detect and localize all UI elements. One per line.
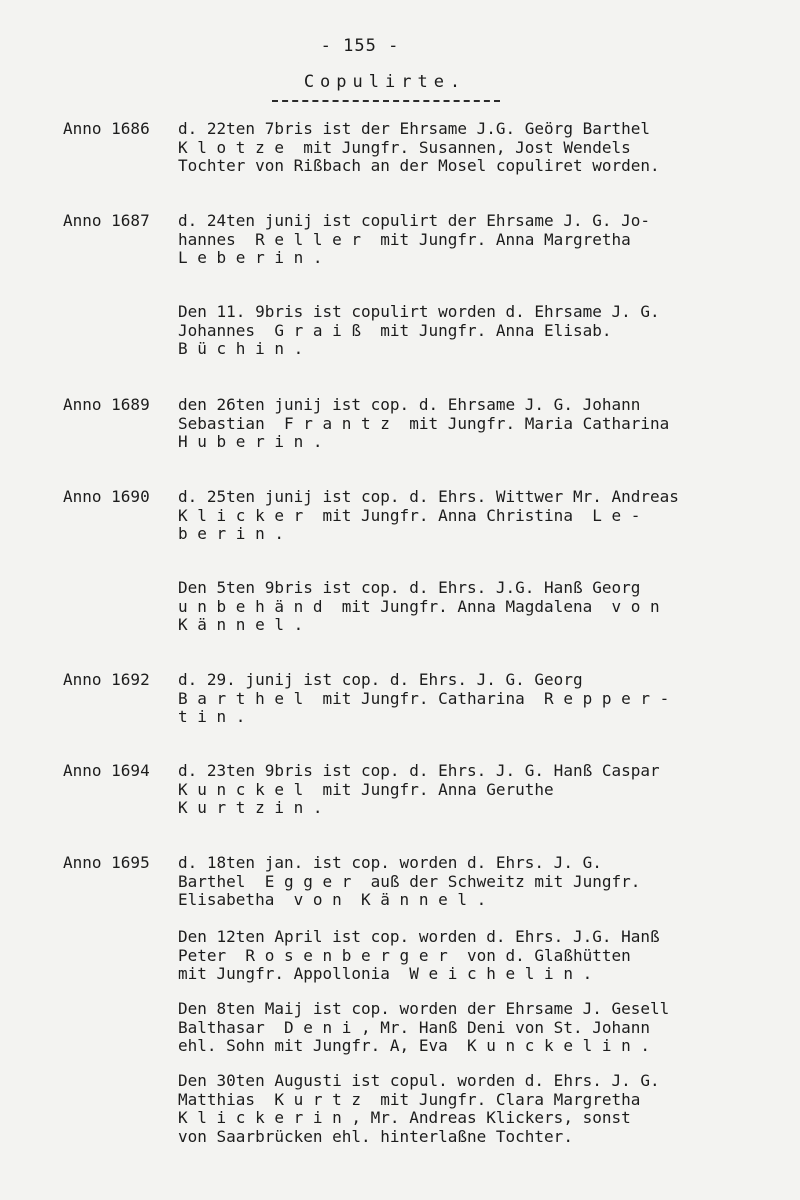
entry-line: K ä n n e l . (178, 615, 304, 634)
entry-text (178, 396, 798, 452)
entry-text (178, 488, 798, 544)
entry-line: L e b e r i n . (178, 248, 323, 267)
entry-line: den 26ten junij ist cop. d. Ehrsame J. G. Johann (178, 395, 641, 414)
entry-line: Elisabetha v o n K ä n n e l . (178, 890, 487, 909)
entry-line: Den 11. 9bris ist copulirt worden d. Ehrsame J. G. (178, 302, 660, 321)
entry-line: d. 24ten junij ist copulirt der Ehrsame J. G. Jo- (178, 211, 651, 230)
entry-line: Barthel E g g e r auß der Schweitz mit Jungfr. (178, 871, 641, 891)
entry-line: mit Jungfr. Appollonia W e i c h e l i n . (178, 964, 593, 983)
entry-line: u n b e h ä n d mit Jungfr. Anna Magdalena v o n (178, 596, 660, 616)
entry-line: d. 22ten 7bris ist der Ehrsame J.G. Geörg Barthel (178, 119, 651, 138)
entry-text (178, 579, 798, 635)
entry-line: K l i c k e r i n , Mr. Andreas Klickers, sonst (178, 1108, 631, 1127)
entry-line: Matthias K u r t z mit Jungfr. Clara Margretha (178, 1089, 641, 1109)
entry-line: hannes R e l l e r mit Jungfr. Anna Margretha (178, 229, 631, 249)
entry-text (178, 671, 798, 727)
entry-line: d. 23ten 9bris ist cop. d. Ehrs. J. G. Hanß Caspar (178, 761, 660, 780)
entry-text (178, 212, 798, 268)
entry-line: d. 18ten jan. ist cop. worden d. Ehrs. J. G. (178, 853, 602, 872)
entry-line: Tochter von Rißbach an der Mosel copuliret worden. (178, 156, 660, 175)
entry-year: Anno 1694 (63, 761, 150, 780)
entry-year: Anno 1686 (63, 119, 150, 138)
section-title: Copulirte. (303, 72, 467, 92)
entry-line: Sebastian F r a n t z mit Jungfr. Maria Catharina (178, 413, 670, 433)
entry-year: Anno 1689 (63, 395, 150, 414)
entry-text (178, 762, 798, 818)
entry-line: ehl. Sohn mit Jungfr. A, Eva K u n c k e l i n . (178, 1036, 651, 1055)
entry-line: K u r t z i n . (178, 798, 323, 817)
entry-text (178, 303, 798, 359)
entry-line: K u n c k e l mit Jungfr. Anna Geruthe (178, 779, 554, 799)
entry-line: K l o t z e mit Jungfr. Susannen, Jost Wendels (178, 137, 631, 157)
entry-year: Anno 1690 (63, 487, 150, 506)
entry-text (178, 1000, 798, 1056)
entry-line: Peter R o s e n b e r g e r von d. Glaßhütten (178, 945, 631, 965)
entry-line: t i n . (178, 707, 246, 726)
entry-year: Anno 1692 (63, 670, 150, 689)
entry-line: von Saarbrücken ehl. hinterlaßne Tochter. (178, 1126, 573, 1146)
entry-line: Johannes G r a i ß mit Jungfr. Anna Elisab. (178, 320, 612, 340)
entry-year: Anno 1695 (63, 853, 150, 872)
entry-line: Den 12ten April ist cop. worden d. Ehrs. J.G. Hanß (178, 927, 660, 946)
entry-line: B a r t h e l mit Jungfr. Catharina R e p p e r - (178, 688, 670, 708)
entry-line: d. 25ten junij ist cop. d. Ehrs. Wittwer Mr. Andreas (178, 487, 679, 506)
entry-line: Den 30ten Augusti ist copul. worden d. Ehrs. J. G. (178, 1071, 660, 1090)
entry-line: b e r i n . (178, 524, 284, 543)
entry-text (178, 1072, 798, 1146)
entry-line: Den 5ten 9bris ist cop. d. Ehrs. J.G. Hanß Georg (178, 578, 641, 597)
entry-text (178, 854, 798, 910)
entry-line: Den 8ten Maij ist cop. worden der Ehrsame J. Gesell (178, 999, 670, 1018)
entry-line: K l i c k e r mit Jungfr. Anna Christina L e - (178, 505, 641, 525)
title-underline (272, 100, 500, 102)
page-number: - 155 - (320, 36, 400, 56)
entry-line: d. 29. junij ist cop. d. Ehrs. J. G. Georg (178, 670, 583, 689)
entry-line: B ü c h i n . (178, 339, 304, 358)
entry-text (178, 928, 798, 984)
entry-year: Anno 1687 (63, 211, 150, 230)
entry-line: H u b e r i n . (178, 432, 323, 451)
entry-line: Balthasar D e n i , Mr. Hanß Deni von St. Johann (178, 1017, 651, 1037)
entry-text (178, 120, 798, 176)
